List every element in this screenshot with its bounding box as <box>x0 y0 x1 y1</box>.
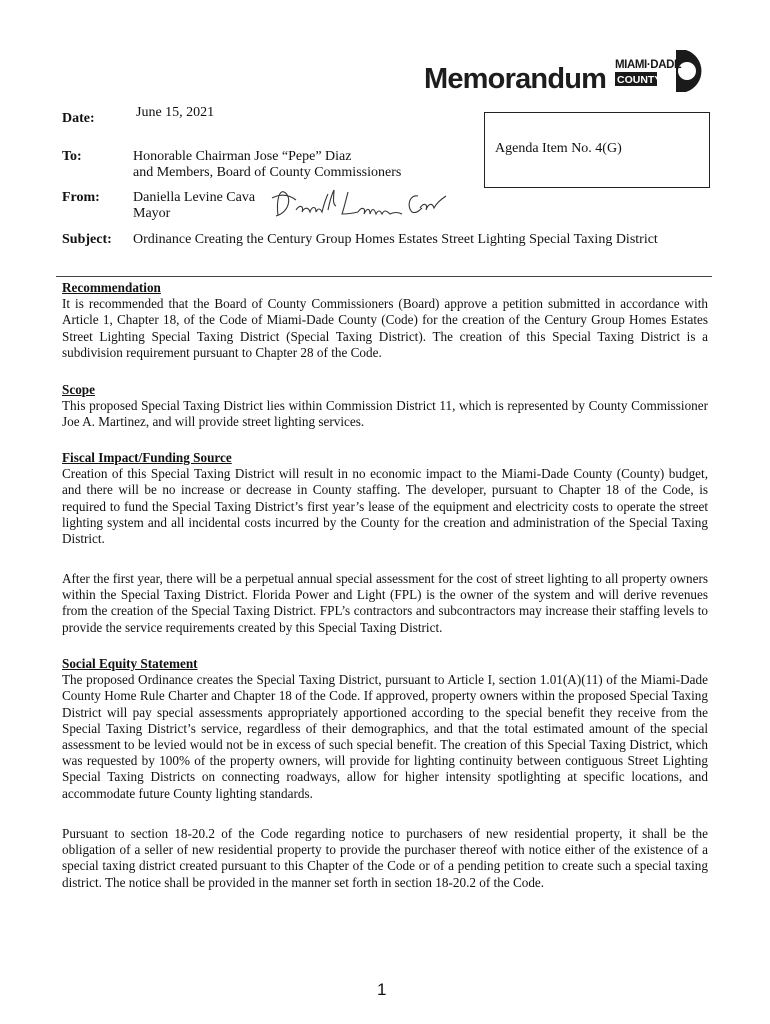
miami-dade-county-logo <box>614 48 706 94</box>
svg-text:COUNTY: COUNTY <box>617 74 662 86</box>
to-line-1: Honorable Chairman Jose “Pepe” Diaz <box>133 149 352 164</box>
recommendation-section <box>62 280 708 361</box>
scope-text: This proposed Special Taxing District lies within Commission District 11, which is represented by County Commissioner Joe A. Martinez, and will provide street lighting services. <box>62 398 708 430</box>
equity-section-2 <box>62 826 708 891</box>
equity-heading: Social Equity Statement <box>62 656 198 671</box>
equity-text-1: The proposed Ordinance creates the Special Taxing District, pursuant to Article I, section 1.01(A)(11) of the Miami-Dade County Home Rule Charter and Chapter 18 of the Code. If approved, property owners within the proposed Special Taxing District will pay special assessments appropriately apportioned according to the special benefit they receive from the Special Taxing District’s service, regardless of their demographics, and that the total estimated amount of the special assessment to be levied would not be in excess of such special benefit. The creation of this Special Taxing District, which was requested by 100% of the property owners, will provide for lighting continuity between contiguous Street Lighting Special Taxing Districts on connecting roadways, allow for higher intensity spotlighting at specific locations, and accommodate future County lighting standards. <box>62 672 708 801</box>
from-label: From: <box>62 190 100 205</box>
memorandum-title: Memorandum <box>424 63 607 95</box>
to-label: To: <box>62 149 82 164</box>
from-line-2: Mayor <box>133 206 171 221</box>
header-divider <box>56 276 712 277</box>
fiscal-text-2: After the first year, there will be a perpetual annual special assessment for the cost of street lighting to all property owners within the Special Taxing District. Florida Power and Light (FPL) is the owner of the system and will derive revenues from the creation of the Special Taxing District. FPL’s contractors and subcontractors may increase their staffing levels to provide the service requirements created by this Special Taxing District. <box>62 571 708 635</box>
fiscal-heading: Fiscal Impact/Funding Source <box>62 450 232 465</box>
fiscal-section-2 <box>62 571 708 636</box>
equity-section <box>62 656 708 802</box>
date-label: Date: <box>62 111 95 126</box>
subject-value: Ordinance Creating the Century Group Homes Estates Street Lighting Special Taxing District <box>133 232 658 247</box>
page-number: 1 <box>377 980 387 999</box>
subject-label: Subject: <box>62 232 112 247</box>
scope-section <box>62 382 708 431</box>
fiscal-text-1: Creation of this Special Taxing District will result in no economic impact to the Miami-Dade County (County) budget, and there will be no increase or decrease in County staffing. The developer, pursuant to Chapter 18 of the Code, is required to fund the Special Taxing District’s first year’s lease of the equipment and electricity costs to operate the street lighting system and all incidental costs incurred by the County for the creation and administration of the Special Taxing District. <box>62 466 708 547</box>
recommendation-text: It is recommended that the Board of County Commissioners (Board) approve a petition submitted in accordance with Article 1, Chapter 18, of the Code of Miami-Dade County (Code) for the creation of the Century Group Homes Estates Street Lighting Special Taxing District (Special Taxing District). The creation of this Special Taxing District is a subdivision requirement pursuant to Chapter 28 of the Code. <box>62 296 708 360</box>
svg-text:MIAMI·DADE: MIAMI·DADE <box>615 59 682 71</box>
from-line-1: Daniella Levine Cava <box>133 190 256 205</box>
equity-text-2: Pursuant to section 18-20.2 of the Code regarding notice to purchasers of new residential property, it shall be the obligation of a seller of new residential property to provide the purchaser thereof with notice either of the existence of a special taxing district created pursuant to this Chapter of the Code or of a pending petition to create such a special taxing district. The notice shall be provided in the manner set forth in section 18-20.2 of the Code. <box>62 826 708 890</box>
date-value: June 15, 2021 <box>136 105 215 120</box>
scope-heading: Scope <box>62 382 95 397</box>
recommendation-heading: Recommendation <box>62 280 161 295</box>
to-line-2: and Members, Board of County Commissioners <box>133 165 402 180</box>
agenda-item-number: Agenda Item No. 4(G) <box>495 141 622 156</box>
mayor-signature <box>270 186 450 224</box>
fiscal-section <box>62 450 708 547</box>
agenda-item-box <box>484 112 710 188</box>
